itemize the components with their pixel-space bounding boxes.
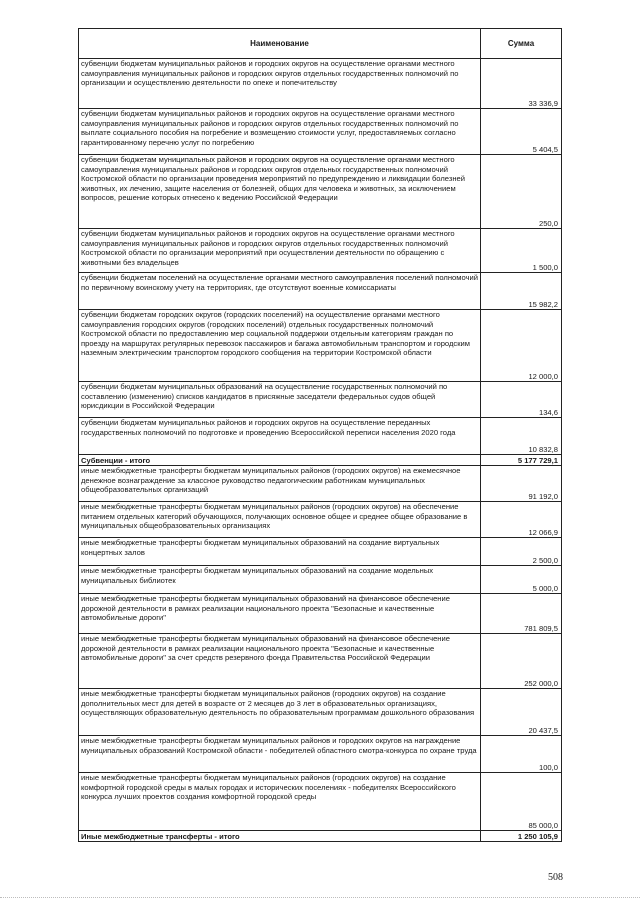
table-total-row <box>79 831 562 842</box>
table-row <box>79 566 562 594</box>
row-name: субвенции бюджетам муниципальных районов и городских округов на осуществление органами местного самоуправления муниципальных районов и городских округов отдельных государственных полномочий Костромской области по организации мероприятий при осуществлении деятельности по обращению с животными без владельцев <box>79 229 481 273</box>
row-amount: 33 336,9 <box>481 59 562 109</box>
table-row <box>79 155 562 229</box>
row-name: иные межбюджетные трансферты бюджетам муниципальных районов (городских округов) на ежемесячное денежное вознаграждение за классное руководство педагогическим работникам муниципальных общеобразовательных организаций <box>79 466 481 502</box>
row-name: иные межбюджетные трансферты бюджетам муниципальных районов (городских округов) на создание комфортной городской среды в малых городах и исторических поселениях - победителях Всероссийского конкурса лучших проектов создания комфортной городской среды <box>79 773 481 831</box>
row-amount: 781 809,5 <box>481 594 562 634</box>
row-amount: 15 982,2 <box>481 273 562 310</box>
row-amount: 5 177 729,1 <box>481 455 562 466</box>
row-amount: 252 000,0 <box>481 634 562 689</box>
row-name: иные межбюджетные трансферты бюджетам муниципальных образований на финансовое обеспечение дорожной деятельности в рамках реализации национального проекта "Безопасные и качественные автомобильные дороги" <box>79 594 481 634</box>
table-row <box>79 418 562 455</box>
row-name: субвенции бюджетам муниципальных районов и городских округов на осуществление переданных государственных полномочий по подготовке и проведению Всероссийской переписи населения 2020 года <box>79 418 481 455</box>
row-name: иные межбюджетные трансферты бюджетам муниципальных образований на создание виртуальных концертных залов <box>79 538 481 566</box>
row-name: иные межбюджетные трансферты бюджетам муниципальных районов (городских округов) на обеспечение питанием отдельных категорий обучающихся, получающих основное общее и среднее общее образование в муниципальных общеобразовательных организациях <box>79 502 481 538</box>
row-amount: 12 000,0 <box>481 310 562 382</box>
row-name: субвенции бюджетам муниципальных районов и городских округов на осуществление органами местного самоуправления муниципальных районов и городских округов отдельных государственных полномочий Костромской области по организации проведения мероприятий по предупреждению и ликвидации болезней животных, их лечению, защите населения от болезней, общих для человека и животных, за исключением вопросов, решение которых отнесено к ведению Российской Федерации <box>79 155 481 229</box>
table-row <box>79 466 562 502</box>
row-name: субвенции бюджетам муниципальных районов и городских округов на осуществление органами местного самоуправления муниципальных районов и городских округов отдельных государственных полномочий по организации и осуществлению деятельности по опеке и попечительству <box>79 59 481 109</box>
table-row <box>79 634 562 689</box>
row-amount: 1 250 105,9 <box>481 831 562 842</box>
row-name: субвенции бюджетам городских округов (городских поселений) на осуществление органами местного самоуправления городских округов (городских поселений) отдельных государственных полномочий Костромской области по предоставлению мер социальной поддержки отдельным категориям граждан по проезду на маршрутах регулярных перевозок пассажиров и багажа автомобильным транспортом и городским наземным электрическим транспортом городского сообщения на территории Костромской области <box>79 310 481 382</box>
table-row <box>79 382 562 418</box>
table-body <box>79 59 562 842</box>
table-row <box>79 59 562 109</box>
table-total-row <box>79 455 562 466</box>
row-name: Иные межбюджетные трансферты - итого <box>79 831 481 842</box>
page-number: 508 <box>548 872 563 883</box>
row-name: Субвенции - итого <box>79 455 481 466</box>
row-amount: 134,6 <box>481 382 562 418</box>
row-amount: 100,0 <box>481 736 562 773</box>
row-name: субвенции бюджетам поселений на осуществление органами местного самоуправления поселений полномочий по первичному воинскому учету на территориях, где отсутствуют военные комиссариаты <box>79 273 481 310</box>
row-amount: 1 500,0 <box>481 229 562 273</box>
table-row <box>79 109 562 155</box>
row-amount: 2 500,0 <box>481 538 562 566</box>
table-row <box>79 229 562 273</box>
table-row <box>79 736 562 773</box>
table-row <box>79 310 562 382</box>
row-amount: 250,0 <box>481 155 562 229</box>
row-amount: 5 000,0 <box>481 566 562 594</box>
row-amount: 91 192,0 <box>481 466 562 502</box>
budget-table <box>78 28 562 842</box>
table-row <box>79 594 562 634</box>
header-name: Наименование <box>79 29 481 59</box>
row-name: субвенции бюджетам муниципальных районов и городских округов на осуществление органами местного самоуправления муниципальных районов и городских округов отдельных государственных полномочий по выплате социального пособия на погребение и возмещению стоимости услуг, предоставляемых согласно гарантированному перечню услуг по погребению <box>79 109 481 155</box>
row-name: иные межбюджетные трансферты бюджетам муниципальных образований на создание модельных муниципальных библиотек <box>79 566 481 594</box>
table-row <box>79 689 562 736</box>
row-amount: 12 066,9 <box>481 502 562 538</box>
scan-edge-line <box>0 897 640 898</box>
table-row <box>79 773 562 831</box>
header-amount: Сумма <box>481 29 562 59</box>
row-amount: 5 404,5 <box>481 109 562 155</box>
table-row <box>79 538 562 566</box>
row-name: иные межбюджетные трансферты бюджетам муниципальных районов (городских округов) на создание дополнительных мест для детей в возрасте от 2 месяцев до 3 лет в образовательных организациях, осуществляющих образовательную деятельность по образовательным программам дошкольного образования <box>79 689 481 736</box>
row-name: иные межбюджетные трансферты бюджетам муниципальных районов и городских округов на награждение муниципальных образований Костромской области - победителей областного смотра-конкурса по охране труда <box>79 736 481 773</box>
row-amount: 10 832,8 <box>481 418 562 455</box>
row-amount: 85 000,0 <box>481 773 562 831</box>
row-amount: 20 437,5 <box>481 689 562 736</box>
row-name: иные межбюджетные трансферты бюджетам муниципальных образований на финансовое обеспечение дорожной деятельности в рамках реализации национального проекта "Безопасные и качественные автомобильные дороги" за счет средств резервного фонда Правительства Российской Федерации <box>79 634 481 689</box>
table-row <box>79 502 562 538</box>
table-header-row <box>79 29 562 59</box>
row-name: субвенции бюджетам муниципальных образований на осуществление государственных полномочий по составлению (изменению) списков кандидатов в присяжные заседатели федеральных судов общей юрисдикции в Российской Федерации <box>79 382 481 418</box>
table-row <box>79 273 562 310</box>
